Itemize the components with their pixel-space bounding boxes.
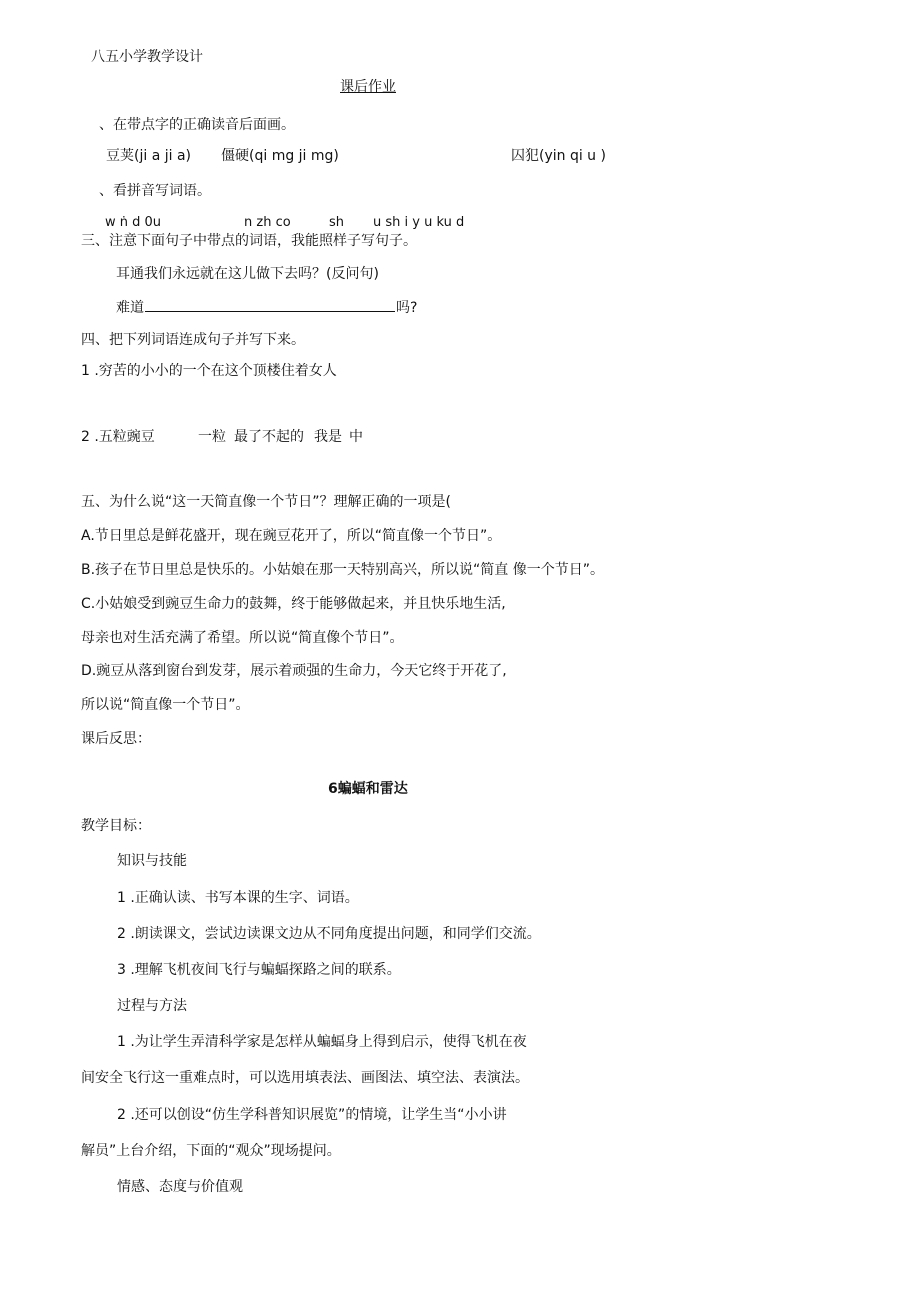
- knowledge-item-1: 1 .正确认读、书写本课的生字、词语。: [117, 890, 359, 906]
- q5-option-a: A.节日里总是鲜花盛开，现在豌豆花开了，所以“简直像一个节日”。: [81, 528, 502, 544]
- reflection-label: 课后反思：: [81, 731, 151, 747]
- q4-item-2-word-4: 我是: [314, 429, 342, 445]
- q1-item-1: 豆荚(ji a ji a): [106, 148, 191, 164]
- q3-example: 耳通我们永远就在这儿做下去吗？(反问句): [116, 266, 379, 282]
- q4-item-1: 1 .穷苦的小小的一个在这个顶楼住着女人: [81, 363, 337, 379]
- q5-option-c: C.小姑娘受到豌豆生命力的鼓舞，终于能够做起来，并且快乐地生活,: [81, 596, 506, 612]
- q5-title: 五、为什么说“这一天简直像一个节日”？理解正确的一项是(: [81, 494, 451, 510]
- q2-pinyin-1: w ṅ d 0u: [105, 215, 162, 230]
- process-line-4: 解员”上台介绍，下面的“观众”现场提问。: [81, 1143, 341, 1159]
- process-line-1: 1 .为让学生弄清科学家是怎样从蝙蝠身上得到启示，使得飞机在夜: [117, 1034, 527, 1050]
- goals-label: 教学目标：: [81, 818, 151, 834]
- q3-suffix: 吗?: [396, 300, 418, 316]
- q4-item-2-word-2: 一粒: [198, 429, 226, 445]
- q3-fill-line: [116, 297, 417, 317]
- q2-pinyin-3: sh: [329, 215, 345, 230]
- knowledge-item-3: 3 .理解飞机夜间飞行与蝙蝠探路之间的联系。: [117, 962, 401, 978]
- q4-item-2-word-3: 最了不起的: [234, 429, 304, 445]
- process-line-3: 2 .还可以创设“仿生学科普知识展览”的情境，让学生当“小小讲: [117, 1107, 507, 1123]
- process-label: 过程与方法: [117, 998, 187, 1014]
- q5-option-b: B.孩子在节日里总是快乐的。小姑娘在那一天特别高兴，所以说“简直 像一个节日”。: [81, 562, 605, 578]
- homework-title: 课后作业: [340, 79, 396, 95]
- q1-item-3: 囚犯(yin qi u ): [511, 148, 606, 164]
- emotion-label: 情感、态度与价值观: [117, 1179, 243, 1195]
- q1-title: 、在带点字的正确读音后面画。: [99, 117, 295, 133]
- process-line-2: 间安全飞行这一重难点时，可以选用填表法、画图法、填空法、表演法。: [81, 1070, 529, 1086]
- q5-option-d-cont: 所以说“简直像一个节日”。: [81, 697, 250, 713]
- q2-pinyin-2: n zh co: [244, 215, 291, 230]
- knowledge-item-2: 2 .朗读课文，尝试边读课文边从不同角度提出问题，和同学们交流。: [117, 926, 541, 942]
- lesson-title: 6蝙蝠和雷达: [328, 781, 408, 797]
- q4-title: 四、把下列词语连成句子并写下来。: [81, 332, 305, 348]
- q5-option-c-cont: 母亲也对生活充满了希望。所以说“简直像个节日”。: [81, 630, 404, 646]
- knowledge-label: 知识与技能: [117, 853, 187, 869]
- school-header: 八五小学教学设计: [91, 49, 203, 65]
- q4-item-2-word-1: 2 .五粒豌豆: [81, 429, 155, 445]
- q5-option-d: D.豌豆从落到窗台到发芽，展示着顽强的生命力，今天它终于开花了,: [81, 663, 507, 679]
- q3-prefix: 难道: [116, 300, 144, 316]
- q1-item-2: 僵硬(qi mg ji mg): [221, 148, 339, 164]
- q3-title: 三、注意下面句子中带点的词语，我能照样子写句子。: [81, 233, 417, 249]
- q4-item-2-word-5: 中: [349, 429, 363, 445]
- q2-pinyin-4: u sh i y u ku d: [373, 215, 465, 230]
- q2-title: 、看拼音写词语。: [99, 183, 211, 199]
- answer-blank[interactable]: [145, 297, 395, 312]
